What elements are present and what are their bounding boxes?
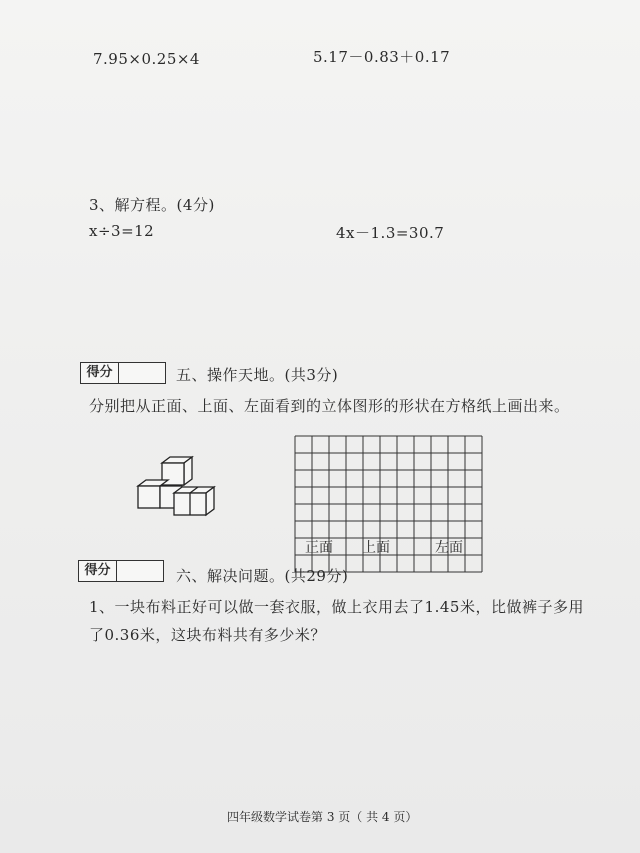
view-label-front: 正面 xyxy=(305,540,333,556)
view-label-top: 上面 xyxy=(362,540,390,556)
section5-title: 五、操作天地。(共3分) xyxy=(176,366,339,384)
view-label-left: 左面 xyxy=(435,540,463,556)
calc-expression-left: 7.95×0.25×4 xyxy=(93,50,200,68)
score-blank xyxy=(117,561,163,581)
score-box-section6 xyxy=(78,560,164,582)
score-blank xyxy=(119,363,165,383)
cube-figure xyxy=(134,455,216,519)
score-label: 得分 xyxy=(81,363,119,383)
section5-instruction: 分别把从正面、上面、左面看到的立体图形的形状在方格纸上画出来。 xyxy=(89,397,570,415)
equation-right: 4x－1.3=30.7 xyxy=(336,224,445,242)
score-box-section5 xyxy=(80,362,166,384)
equations-heading: 3、解方程。(4分) xyxy=(89,196,215,214)
problem1-line1: 1、一块布料正好可以做一套衣服，做上衣用去了1.45米，比做裤子多用 xyxy=(89,598,584,616)
problem1-line2: 了0.36米，这块布料共有多少米？ xyxy=(89,626,326,644)
page-footer: 四年级数学试卷第 3 页（ 共 4 页） xyxy=(227,810,418,824)
score-label: 得分 xyxy=(79,561,117,581)
section6-title: 六、解决问题。(共29分) xyxy=(176,567,349,585)
calc-expression-right: 5.17－0.83＋0.17 xyxy=(313,48,451,66)
equation-left: x÷3=12 xyxy=(89,222,155,240)
